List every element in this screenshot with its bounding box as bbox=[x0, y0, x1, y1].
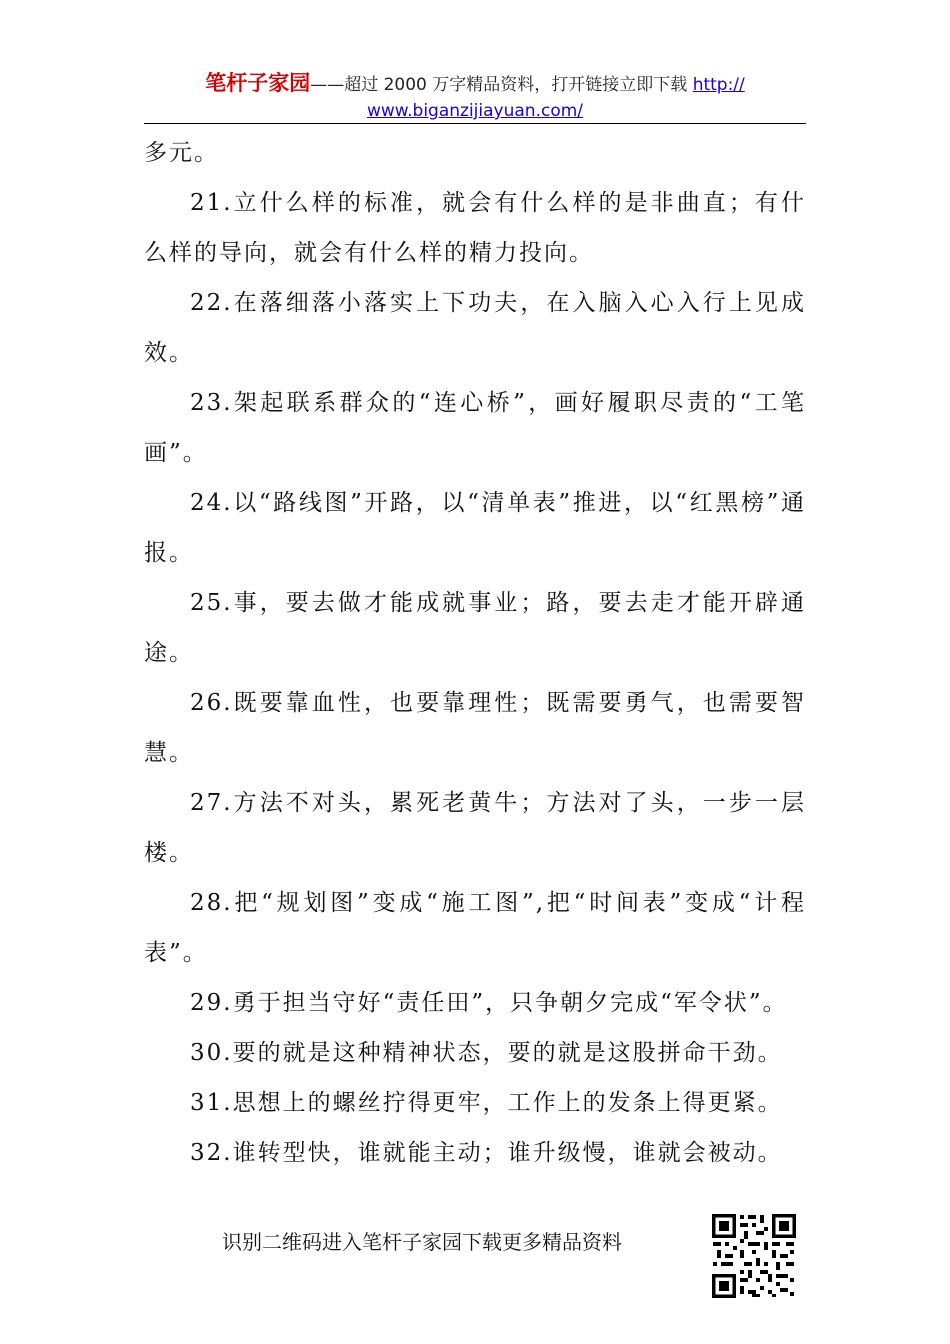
page-header bbox=[144, 70, 806, 124]
footer-caption: 识别二维码进入笔杆子家园下载更多精品资料 bbox=[222, 1230, 622, 1254]
paragraph-continuation: 多元。 bbox=[144, 140, 219, 166]
qr-code-icon[interactable] bbox=[710, 1212, 798, 1300]
paragraph-21: 21.立什么样的标准，就会有什么样的是非曲直；有什么样的导向，就会有什么样的精力投向。 bbox=[144, 190, 806, 266]
paragraph-30: 30.要的就是这种精神状态，要的就是这股拼命干劲。 bbox=[190, 1040, 783, 1066]
paragraph-23: 23.架起联系群众的“连心桥”，画好履职尽责的“工笔画”。 bbox=[144, 390, 806, 466]
download-link-url[interactable]: www.biganzijiayuan.com/ bbox=[366, 101, 584, 121]
paragraph-29: 29.勇于担当守好“责任田”，只争朝夕完成“军令状”。 bbox=[190, 990, 788, 1016]
paragraph-24: 24.以“路线图”开路，以“清单表”推进，以“红黑榜”通报。 bbox=[144, 490, 806, 566]
paragraph-28: 28.把“规划图”变成“施工图”,把“时间表”变成“计程表”。 bbox=[144, 890, 806, 966]
paragraph-22: 22.在落细落小落实上下功夫，在入脑入心入行上见成效。 bbox=[144, 290, 806, 366]
brand-name: 笔杆子家园 bbox=[205, 71, 311, 95]
header-description: ——超过 2000 万字精品资料，打开链接立即下载 bbox=[310, 75, 693, 95]
paragraph-31: 31.思想上的螺丝拧得更牢，工作上的发条上得更紧。 bbox=[190, 1090, 783, 1116]
paragraph-27: 27.方法不对头，累死老黄牛；方法对了头，一步一层楼。 bbox=[144, 790, 806, 866]
header-divider bbox=[144, 123, 806, 124]
paragraph-32: 32.谁转型快，谁就能主动；谁升级慢，谁就会被动。 bbox=[190, 1140, 783, 1166]
paragraph-26: 26.既要靠血性，也要靠理性；既需要勇气，也需要智慧。 bbox=[144, 690, 806, 766]
download-link-prefix[interactable]: http:// bbox=[692, 75, 745, 95]
document-body bbox=[144, 128, 806, 1178]
paragraph-25: 25.事，要去做才能成就事业；路，要去走才能开辟通途。 bbox=[144, 590, 806, 666]
